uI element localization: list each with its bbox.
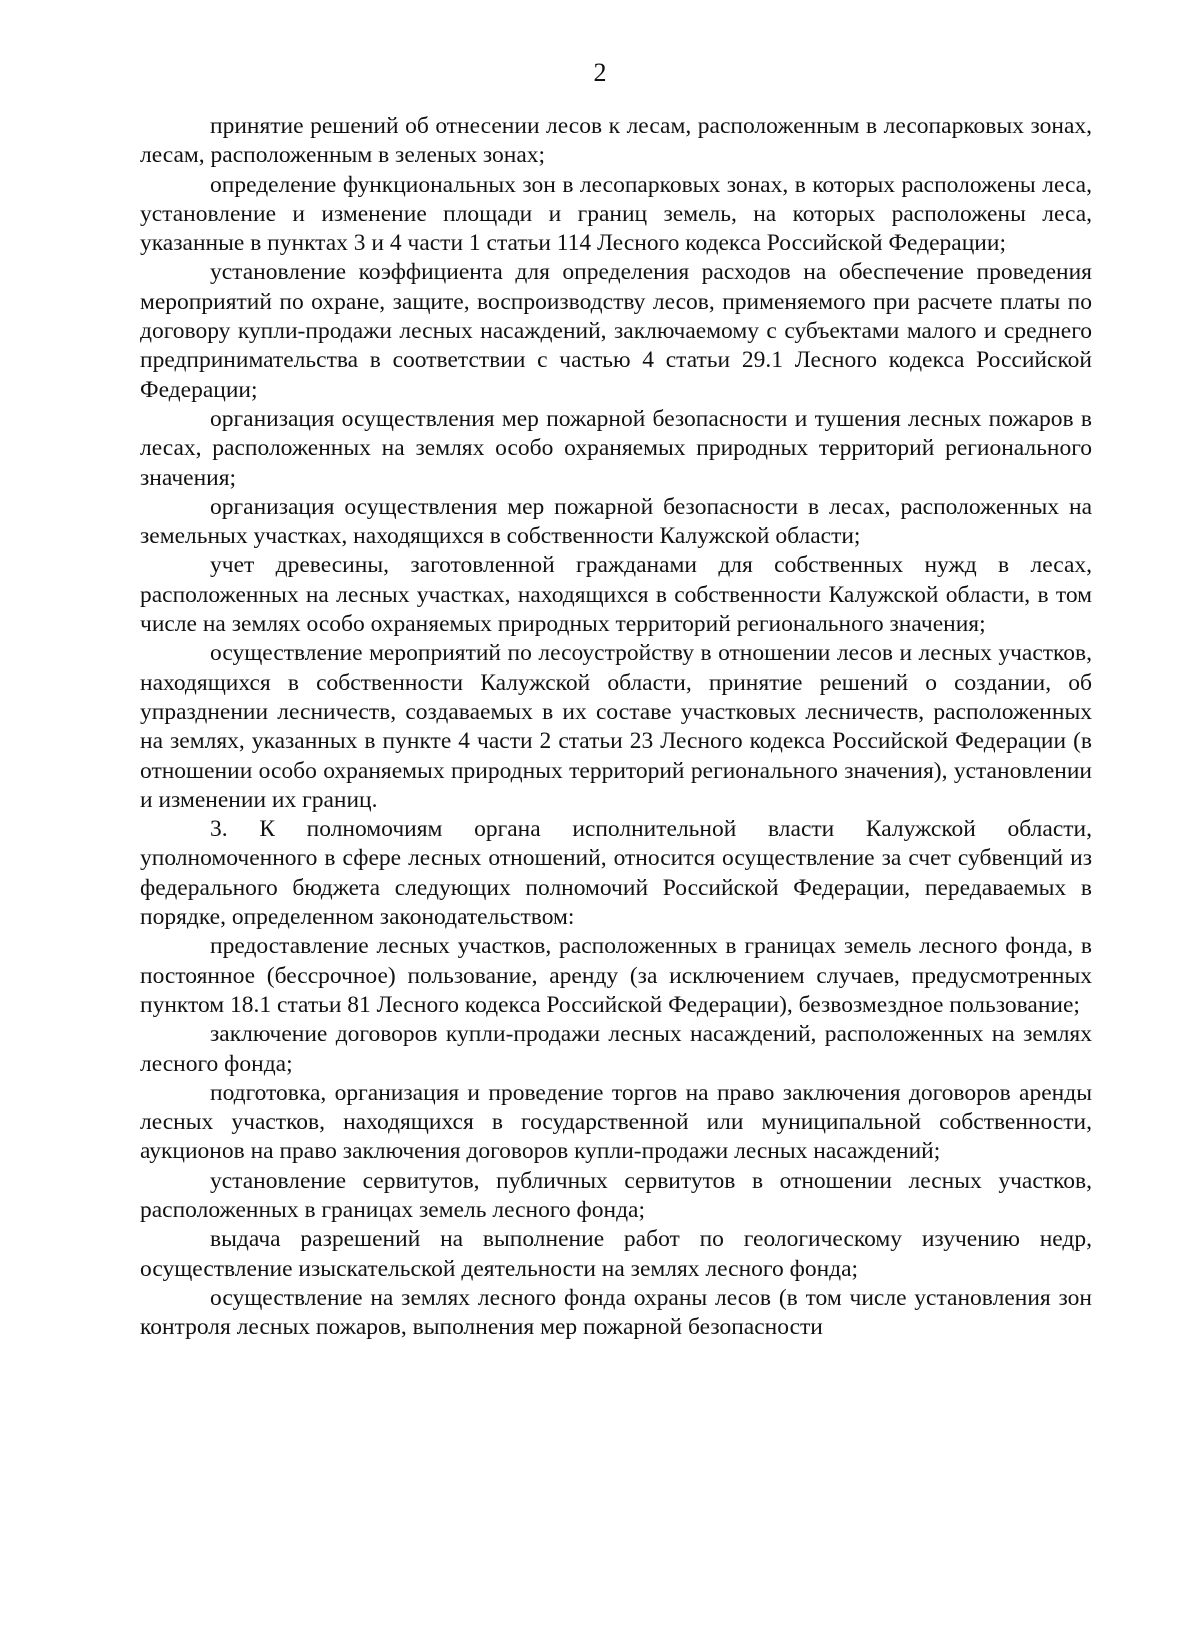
paragraph-provision-of-plots: предоставление лесных участков, расположенных в границах земель лесного фонда, в постоянное (бессрочное) пользование, аренду (за исключением случаев, предусмотренных пунктом 18.1 статьи 81 Лесного кодекса Российской Федерации), безвозмездное пользование; — [140, 933, 1092, 1018]
paragraph-forest-park-zones: принятие решений об отнесении лесов к лесам, расположенным в лесопарковых зонах, лесам, расположенным в зеленых зонах; — [140, 113, 1092, 169]
page-number: 2 — [593, 58, 607, 87]
paragraph-auctions: подготовка, организация и проведение торгов на право заключения договоров аренды лесных участков, находящихся в государственной или муниципальной собственности, аукционов на право заключения договоров купли-продажи лесных насаждений; — [140, 1079, 1092, 1165]
paragraph-forest-management: осуществление мероприятий по лесоустройству в отношении лесов и лесных участков, находящихся в собственности Калужской области, принятие решений о создании, об упразднении лесничеств, создаваемых в их составе участковых лесничеств, расположенных на землях, указанных в пункте 4 части 2 статьи 23 Лесного кодекса Российской Федерации (в отношении особо охраняемых природных территорий регионального значения), установлении и изменении их границ. — [140, 640, 1092, 813]
paragraph-sale-contracts: заключение договоров купли-продажи лесных насаждений, расположенных на землях лесного фонда; — [140, 1021, 1092, 1077]
paragraph-timber-accounting: учет древесины, заготовленной гражданами для собственных нужд в лесах, расположенных на лесных участках, находящихся в собственности Калужской области, в том числе на землях особо охраняемых природных территорий регионального значения; — [140, 552, 1092, 638]
paragraph-fire-safety-regional-land: организация осуществления мер пожарной безопасности в лесах, расположенных на земельных участках, находящихся в собственности Калужской области; — [140, 493, 1092, 550]
paragraph-functional-zones: определение функциональных зон в лесопарковых зонах, в которых расположены леса, установление и изменение площади и границ земель, на которых расположены леса, указанные в пунктах 3 и 4 части 1 статьи 114 Лесного кодекса Российской Федерации; — [140, 171, 1092, 257]
paragraph-forest-protection: осуществление на землях лесного фонда охраны лесов (в том числе установления зон контроля лесных пожаров, выполнения мер пожарной безопасности — [140, 1284, 1092, 1341]
paragraph-clause-3: 3. К полномочиям органа исполнительной власти Калужской области, уполномоченного в сфере лесных отношений, относится осуществление за счет субвенций из федерального бюджета следующих полномочий Российской Федерации, передаваемых в порядке, определенном законодательством: — [140, 816, 1092, 931]
document-body — [140, 112, 1092, 1342]
paragraph-servitudes: установление сервитутов, публичных сервитутов в отношении лесных участков, расположенных в границах земель лесного фонда; — [140, 1167, 1092, 1223]
paragraph-fire-safety-protected-areas: организация осуществления мер пожарной безопасности и тушения лесных пожаров в лесах, расположенных на землях особо охраняемых природных территорий регионального значения; — [140, 405, 1092, 491]
paragraph-geological-permits: выдача разрешений на выполнение работ по геологическому изучению недр, осуществление изыскательской деятельности на землях лесного фонда; — [140, 1226, 1092, 1282]
paragraph-cost-coefficient: установление коэффициента для определения расходов на обеспечение проведения мероприятий по охране, защите, воспроизводству лесов, применяемого при расчете платы по договору купли-продажи лесных насаждений, заключаемому с субъектами малого и среднего предпринимательства в соответствии с частью 4 статьи 29.1 Лесного кодекса Российской Федерации; — [140, 259, 1092, 403]
